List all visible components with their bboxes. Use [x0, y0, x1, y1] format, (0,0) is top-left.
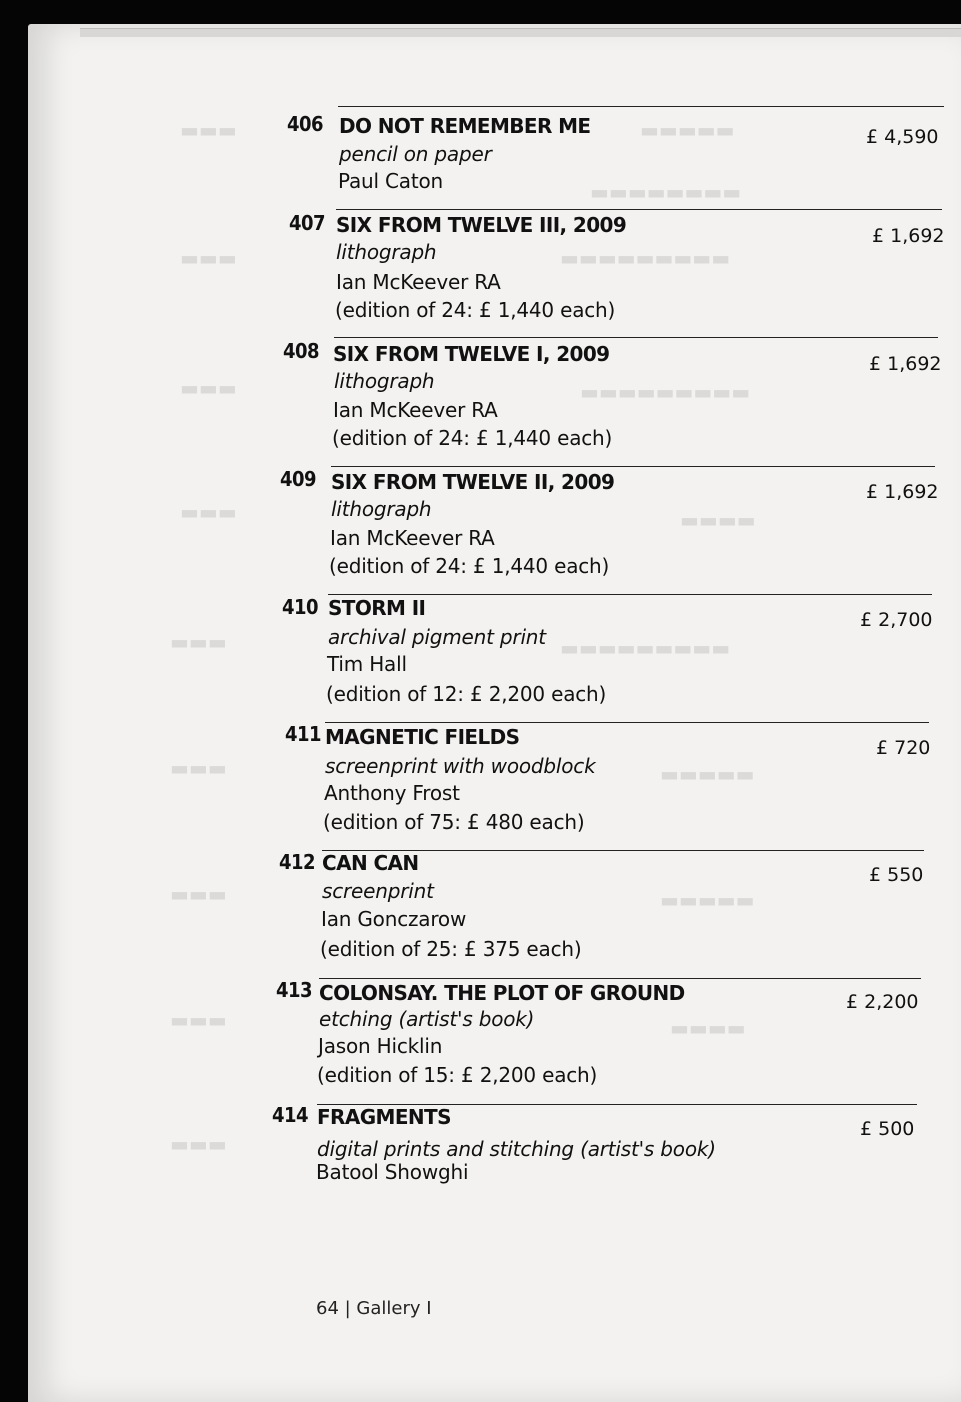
artist-name: Ian McKeever RA — [330, 526, 495, 550]
lot-number: 409 — [280, 467, 317, 491]
artist-name: Jason Hicklin — [318, 1034, 443, 1058]
price: £ 4,590 — [866, 126, 939, 148]
lot-number: 406 — [287, 112, 324, 136]
artwork-medium: archival pigment print — [328, 625, 546, 649]
entry-divider — [334, 337, 938, 338]
artwork-title: MAGNETIC FIELDS — [325, 725, 520, 749]
page-edge — [80, 28, 961, 37]
lot-number: 407 — [289, 211, 326, 235]
price: £ 1,692 — [872, 225, 945, 247]
artwork-title: SIX FROM TWELVE II, 2009 — [331, 470, 615, 494]
artist-name: Ian Gonczarow — [321, 907, 467, 931]
artwork-medium: lithograph — [331, 497, 432, 521]
lot-number: 410 — [282, 595, 319, 619]
edition-info: (edition of 75: £ 480 each) — [323, 810, 585, 834]
lot-number: 412 — [279, 850, 316, 874]
lot-number: 414 — [272, 1103, 309, 1127]
artwork-title: CAN CAN — [322, 851, 419, 875]
artist-name: Tim Hall — [327, 652, 407, 676]
artwork-title: SIX FROM TWELVE I, 2009 — [333, 342, 610, 366]
edition-info: (edition of 25: £ 375 each) — [320, 937, 582, 961]
artwork-medium: screenprint — [322, 879, 434, 903]
artist-name: Paul Caton — [338, 169, 443, 193]
artwork-medium: lithograph — [334, 369, 435, 393]
show-through-texture: ▬▬▬▬▬ ▬▬▬▬▬▬▬▬ ▬▬▬▬▬▬▬▬▬ ▬▬▬▬▬▬▬▬▬ ▬▬▬▬ ▬▬▬▬▬▬▬▬▬ ▬▬▬▬▬ ▬▬▬▬▬ ▬▬▬▬ ▬▬▬ ▬▬▬ ▬▬▬ ▬▬▬ ▬▬▬ ▬▬▬ ▬▬▬ ▬▬▬ ▬▬▬ — [170, 118, 756, 1156]
page-footer: 64 | Gallery I — [316, 1298, 432, 1319]
artwork-medium: screenprint with woodblock — [325, 754, 596, 778]
lot-number: 408 — [283, 339, 320, 363]
artwork-title: FRAGMENTS — [317, 1105, 451, 1129]
artwork-title: COLONSAY. THE PLOT OF GROUND — [319, 981, 685, 1005]
edition-info: (edition of 24: £ 1,440 each) — [332, 426, 613, 450]
artwork-medium: digital prints and stitching (artist's book) — [317, 1137, 716, 1161]
edition-info: (edition of 24: £ 1,440 each) — [335, 298, 616, 322]
edition-info: (edition of 12: £ 2,200 each) — [326, 682, 607, 706]
lot-number: 413 — [276, 978, 313, 1002]
price: £ 1,692 — [866, 481, 939, 503]
artist-name: Batool Showghi — [316, 1160, 469, 1184]
price: £ 2,200 — [846, 991, 919, 1013]
price: £ 2,700 — [860, 609, 933, 631]
artwork-title: STORM II — [328, 596, 426, 620]
price: £ 720 — [876, 737, 931, 759]
artwork-medium: pencil on paper — [339, 142, 492, 166]
lot-number: 411 — [285, 722, 322, 746]
entry-divider — [325, 722, 929, 723]
artwork-medium: lithograph — [336, 240, 437, 264]
price: £ 1,692 — [869, 353, 942, 375]
entry-divider — [336, 209, 942, 210]
artwork-title: SIX FROM TWELVE III, 2009 — [336, 213, 627, 237]
artwork-medium: etching (artist's book) — [319, 1007, 535, 1031]
artist-name: Anthony Frost — [324, 781, 460, 805]
artist-name: Ian McKeever RA — [336, 270, 501, 294]
artist-name: Ian McKeever RA — [333, 398, 498, 422]
price: £ 500 — [860, 1118, 915, 1140]
entry-divider — [338, 106, 944, 107]
entry-divider — [319, 978, 921, 979]
edition-info: (edition of 15: £ 2,200 each) — [317, 1063, 598, 1087]
artwork-title: DO NOT REMEMBER ME — [339, 114, 591, 138]
price: £ 550 — [869, 864, 924, 886]
edition-info: (edition of 24: £ 1,440 each) — [329, 554, 610, 578]
entry-divider — [328, 594, 932, 595]
entry-divider — [331, 466, 935, 467]
